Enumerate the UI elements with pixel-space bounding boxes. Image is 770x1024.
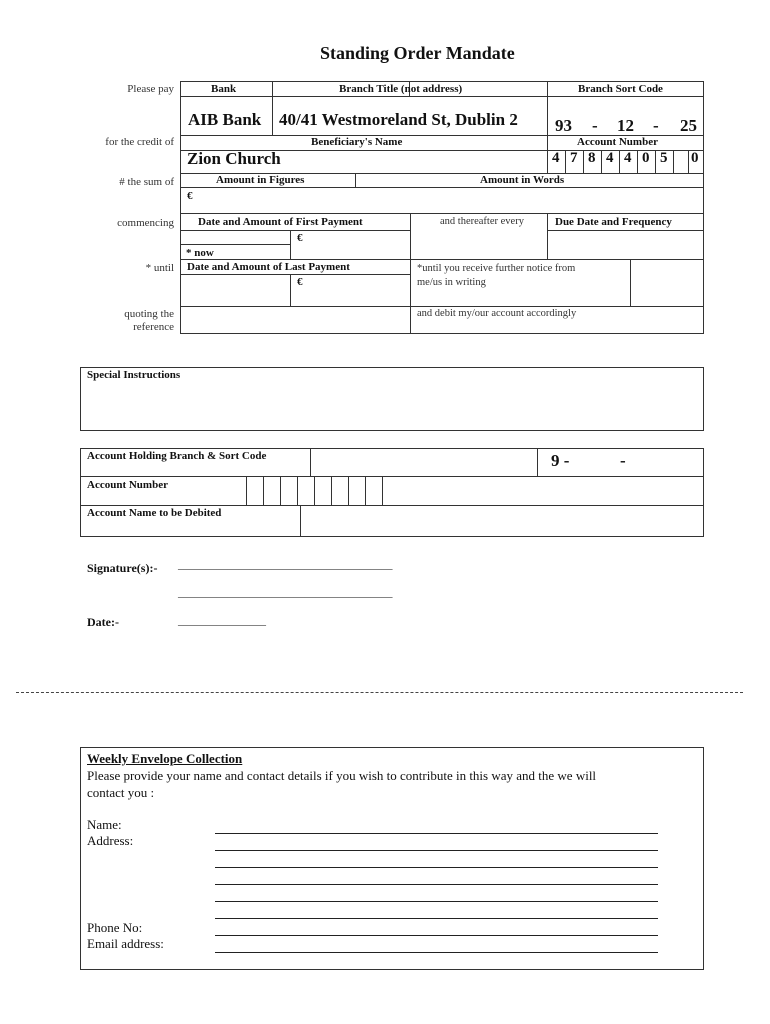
header-first-payment: Date and Amount of First Payment bbox=[198, 216, 363, 228]
header-bank: Bank bbox=[211, 83, 237, 95]
label-please-pay: Please pay bbox=[127, 83, 174, 95]
header-account-number: Account Number bbox=[577, 136, 658, 148]
label-sum-of: # the sum of bbox=[119, 176, 174, 188]
signature-label: Signature(s):- bbox=[87, 561, 158, 575]
account-name-input[interactable] bbox=[301, 506, 703, 536]
euro-sign: € bbox=[187, 190, 193, 202]
sort-code-part-1: 93 bbox=[555, 116, 572, 135]
now-label: * now bbox=[186, 247, 214, 259]
header-branch-title: Branch Title (not address) bbox=[339, 83, 463, 95]
label-credit-of: for the credit of bbox=[105, 136, 174, 148]
name-input-line[interactable] bbox=[215, 833, 658, 834]
header-amount-figures: Amount in Figures bbox=[216, 174, 305, 186]
account-digit: 5 bbox=[660, 150, 668, 166]
account-digit: 4 bbox=[624, 150, 632, 166]
until-note: me/us in writing bbox=[417, 277, 486, 288]
branch-value: 40/41 Westmoreland St, Dublin 2 bbox=[279, 110, 518, 129]
address-input-line[interactable] bbox=[215, 884, 658, 885]
account-digit: 0 bbox=[642, 150, 650, 166]
holding-sort-prefix: 9 - bbox=[551, 451, 570, 470]
signature-line[interactable]: _______________________________________ bbox=[178, 559, 393, 571]
special-instructions-label: Special Instructions bbox=[87, 369, 181, 381]
label-reference: reference bbox=[133, 321, 174, 333]
label-commencing: commencing bbox=[117, 217, 174, 229]
label-until: * until bbox=[145, 262, 174, 274]
account-digit: 8 bbox=[588, 150, 596, 166]
holding-branch-label: Account Holding Branch & Sort Code bbox=[87, 450, 267, 462]
cut-line bbox=[16, 692, 743, 693]
date-label: Date:- bbox=[87, 615, 119, 629]
envelope-description: contact you : bbox=[87, 785, 155, 800]
address-label: Address: bbox=[87, 833, 134, 848]
sort-code-dash-1: - bbox=[592, 116, 598, 135]
signature-line[interactable]: _______________________________________ bbox=[178, 587, 393, 599]
email-input-line[interactable] bbox=[215, 952, 658, 953]
sort-code-part-3: 25 bbox=[680, 116, 697, 135]
address-input-line[interactable] bbox=[215, 901, 658, 902]
account-digit: 4 bbox=[606, 150, 614, 166]
header-last-payment: Date and Amount of Last Payment bbox=[187, 261, 350, 273]
address-input-line[interactable] bbox=[215, 918, 658, 919]
holding-branch-input[interactable] bbox=[311, 449, 536, 475]
account-digit: 0 bbox=[691, 150, 699, 166]
holding-sort-dash: - bbox=[620, 451, 626, 470]
phone-label: Phone No: bbox=[87, 920, 143, 935]
euro-sign: € bbox=[297, 232, 303, 244]
until-note: *until you receive further notice from bbox=[417, 263, 576, 274]
account-digit: 7 bbox=[570, 150, 578, 166]
address-input-line[interactable] bbox=[215, 867, 658, 868]
header-amount-words: Amount in Words bbox=[480, 174, 565, 186]
label-thereafter: and thereafter every bbox=[440, 216, 524, 227]
account-digit: 4 bbox=[552, 150, 560, 166]
sort-code-dash-2: - bbox=[653, 116, 659, 135]
sort-code-part-2: 12 bbox=[617, 116, 634, 135]
holding-account-name-label: Account Name to be Debited bbox=[87, 507, 222, 519]
euro-sign: € bbox=[297, 276, 303, 288]
address-input-line[interactable] bbox=[215, 850, 658, 851]
holding-account-number-label: Account Number bbox=[87, 479, 168, 491]
phone-input-line[interactable] bbox=[215, 935, 658, 936]
label-quoting: quoting the bbox=[124, 308, 174, 320]
date-line[interactable]: ________________ bbox=[178, 615, 266, 627]
debit-note: and debit my/our account accordingly bbox=[417, 308, 577, 319]
name-label: Name: bbox=[87, 817, 122, 832]
envelope-description: Please provide your name and contact details if you wish to contribute in this way and the we will bbox=[87, 768, 597, 783]
email-label: Email address: bbox=[87, 936, 164, 951]
header-branch-sort-code: Branch Sort Code bbox=[578, 83, 663, 95]
page-title: Standing Order Mandate bbox=[320, 43, 515, 63]
envelope-title: Weekly Envelope Collection bbox=[87, 751, 243, 766]
header-beneficiary-name: Beneficiary's Name bbox=[311, 136, 403, 148]
beneficiary-value: Zion Church bbox=[187, 149, 281, 168]
bank-value: AIB Bank bbox=[188, 110, 262, 129]
header-due-date: Due Date and Frequency bbox=[555, 216, 672, 228]
